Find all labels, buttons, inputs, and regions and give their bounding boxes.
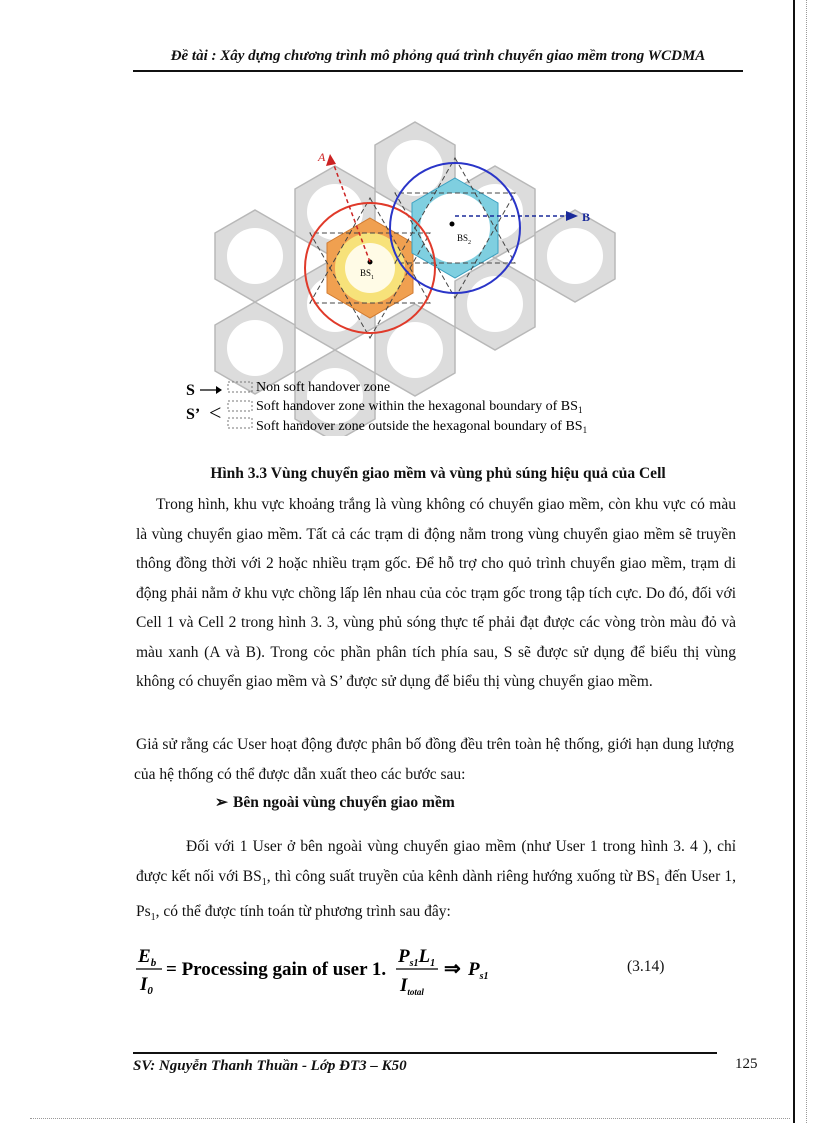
- page-edge-right: [806, 0, 807, 1123]
- footer-author: SV: Nguyễn Thanh Thuần - Lớp ĐT3 – K50: [133, 1058, 407, 1074]
- legend-item-3: Soft handover zone outside the hexagonal boundary of $BS_1$: [256, 419, 588, 435]
- cell-2-white: [420, 193, 490, 263]
- legend-s: S: [186, 382, 195, 399]
- bs1-label: $BS_1$: [360, 268, 375, 281]
- eq-arrow: ⇒: [444, 958, 461, 980]
- figure-caption: Hình 3.3 Vùng chuyển giao mềm và vùng phủ súng hiệu quả của Cell: [210, 465, 666, 482]
- page-edge-bottom: [30, 1118, 790, 1119]
- soft-handover-figure: [180, 118, 660, 436]
- label-b: B: [582, 210, 591, 224]
- equation-number: (3.14): [627, 958, 665, 975]
- header-rule: [133, 70, 743, 72]
- eq-result: $P_{s1}$: [468, 959, 489, 982]
- legend-item-2: Soft handover zone within the hexagonal boundary of $BS_1$: [256, 399, 583, 415]
- bullet-text: Bên ngoài vùng chuyển giao mềm: [233, 794, 455, 811]
- bs2-label: $BS_2$: [457, 233, 472, 246]
- paragraph-1: Trong hình, khu vực khoảng trắng là vùng không có chuyển giao mềm, còn khu vực có màu là vùng chuyển giao mềm. Tất cả các trạm di động nằm trong vùng chuyển giao mềm sẽ truyền thông đồng thời với 2 hoặc nhiều trạm gốc. Để hỗ trợ cho quỏ trình chuyển giao mềm, trạm di động phải nằm ở khu vực chồng lấp lên nhau của cỏc trạm gốc trong tập tích cực. Do đó, đối với Cell 1 và Cell 2 trong hình 3. 3, vùng phủ sóng thực tế phải đạt được các vòng tròn màu đỏ và màu xanh (A và B). Trong cỏc phần phân tích phía sau, S sẽ được sử dụng để biểu thị vùng không có chuyển giao mềm và S’ được sử dụng để biểu thị vùng chuyển giao mềm.: [136, 496, 736, 690]
- legend-s-prime: S’: [186, 406, 201, 423]
- eq-i0: $I_0$: [140, 974, 153, 996]
- page-number: 125: [735, 1056, 758, 1072]
- arrow-a-head: [326, 154, 336, 166]
- hexagon-cell-diagram: [180, 118, 660, 436]
- right-border: [793, 0, 795, 1123]
- bs2-dot: [450, 222, 455, 227]
- paragraph-2: Giả sử rằng các User hoạt động được phân bố đồng đều trên toàn hệ thống, giới hạn dung lượng của hệ thống có thể được dẫn xuất theo các bước sau:: [134, 736, 734, 783]
- eq-itotal: $I_{total}$: [400, 975, 424, 996]
- bullet-heading: [215, 793, 455, 812]
- eq-text: = Processing gain of user 1.: [166, 959, 387, 980]
- bullet-arrow-icon: ➢: [215, 794, 228, 811]
- equation-3-14: [136, 940, 696, 996]
- label-a: A: [318, 150, 326, 164]
- footer-rule: [133, 1052, 717, 1054]
- eq-p-l: $P_{s1}L_1$: [398, 946, 436, 969]
- page-header: Đề tài : Xây dựng chương trình mô phỏng quá trình chuyển giao mềm trong WCDMA: [170, 48, 706, 64]
- legend-bracket: <: [209, 400, 222, 425]
- legend-item-1: Non soft handover zone: [256, 380, 391, 395]
- eq-eb: $E_b$: [138, 946, 157, 969]
- paragraph-3: Đối với 1 User ở bên ngoài vùng chuyển giao mềm (như User 1 trong hình 3. 4 ), chỉ được kết nối với $BS_1$, thì công suất truyền của kênh dành riêng hướng xuống từ $BS_1$ đến User 1, $Ps_1$, có thể được tính toán từ phương trình sau đây:: [136, 838, 736, 924]
